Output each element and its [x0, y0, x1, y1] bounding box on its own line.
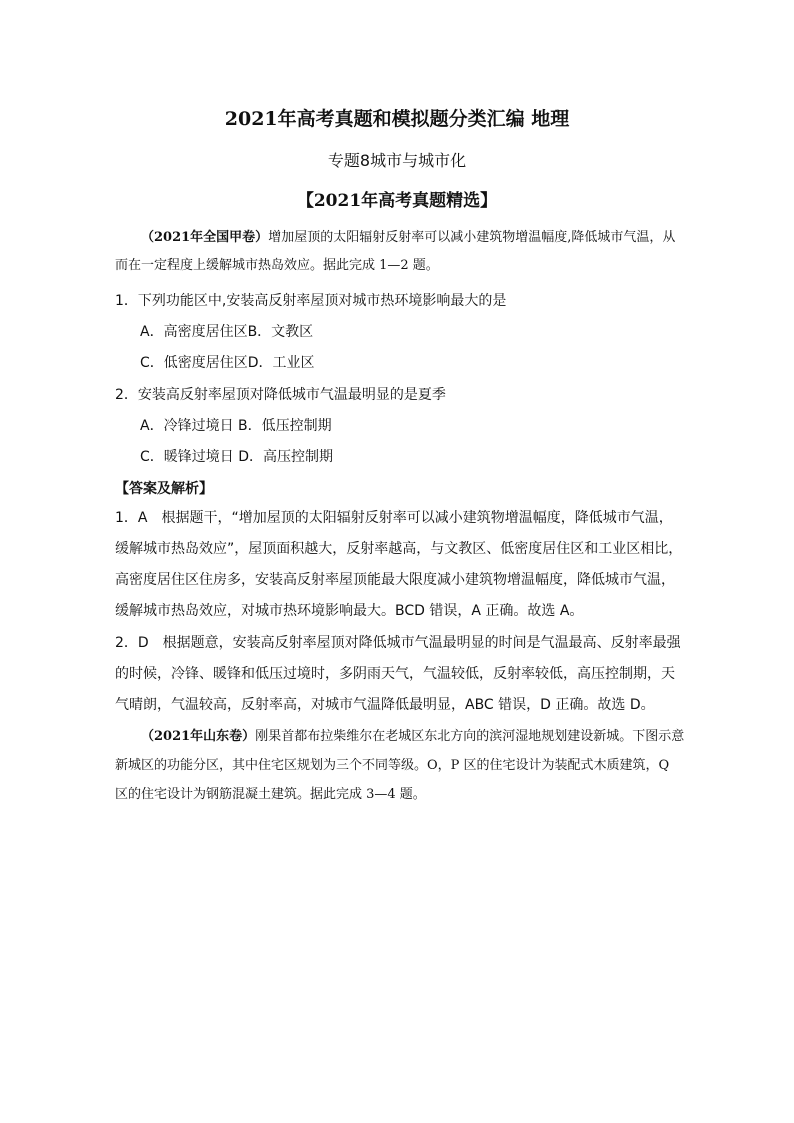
document-subtitle: 专题8城市与城市化	[327, 151, 467, 170]
passage-1-text: 增加屋顶的太阳辐射反射率可以减小建筑物增温幅度,降低城市气温，从而在一定程度上缓解城市热岛效应。据此完成 1—2 题。	[115, 230, 676, 273]
passage-1-source: （2021年全国甲卷）	[141, 230, 269, 245]
passage-2-source: （2021年山东卷）	[141, 729, 256, 744]
document-title: 2021年高考真题和模拟题分类汇编 地理	[224, 108, 570, 130]
passage-1	[115, 224, 685, 280]
passage-2-text: 刚果首都布拉柴维尔在老城区东北方向的滨河湿地规划建设新城。下图示意新城区的功能分区，其中住宅区规划为三个不同等级。O，P 区的住宅设计为装配式木质建筑，Q 区的住宅设计为钢筋混凝土建筑。据此完成 3—4 题。	[115, 729, 685, 802]
section-heading: 【2021年高考真题精选】	[296, 191, 498, 211]
passage-2	[115, 722, 685, 809]
question-2-options-a-b: A．冷锋过境日 B．低压控制期	[140, 418, 332, 434]
question-1-stem: 1．下列功能区中,安装高反射率屋顶对城市热环境影响最大的是	[115, 293, 507, 309]
question-1-options-c-d: C．低密度居住区D．工业区	[140, 355, 315, 371]
question-2-options-c-d: C．暖锋过境日 D．高压控制期	[140, 449, 334, 465]
question-2-stem: 2．安装高反射率屋顶对降低城市气温最明显的是夏季	[115, 387, 446, 403]
answer-1: 1．A 根据题干，“增加屋顶的太阳辐射反射率可以减小建筑物增温幅度，降低城市气温，缓解城市热岛效应”，屋顶面积越大，反射率越高，与文教区、低密度居住区和工业区相比，高密度居住区住房多，安装高反射率屋顶能最大限度减小建筑物增温幅度，降低城市气温，缓解城市热岛效应，对城市热环境影响最大。BCD 错误，A 正确。故选 A。	[115, 510, 683, 619]
question-1-options-a-b: A．高密度居住区B．文教区	[140, 324, 314, 340]
answer-2: 2．D 根据题意，安装高反射率屋顶对降低城市气温最明显的时间是气温最高、反射率最强的时候，冷锋、暖锋和低压过境时，多阴雨天气，气温较低，反射率较低，高压控制期，天气晴朗，气温较高，反射率高，对城市气温降低最明显，ABC 错误，D 正确。故选 D。	[115, 635, 681, 713]
answer-heading: 【答案及解析】	[115, 481, 213, 497]
